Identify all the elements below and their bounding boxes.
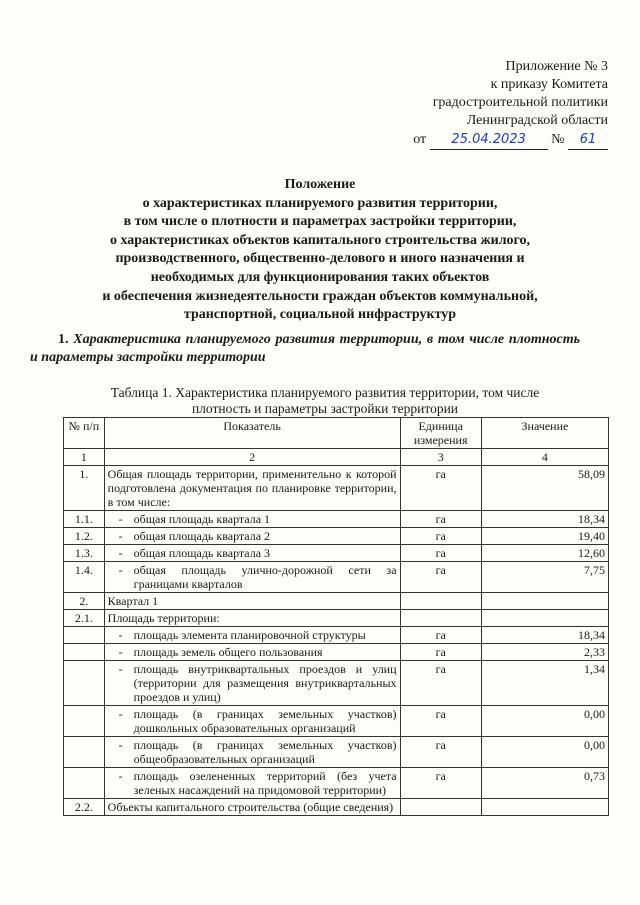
list-dash: - bbox=[118, 662, 123, 676]
row-indicator: площадь элемента планировочной структуры bbox=[133, 628, 366, 642]
list-dash: - bbox=[118, 628, 123, 642]
title-line: о характеристиках планируемого развития территории, bbox=[142, 195, 498, 211]
row-num: 1.1. bbox=[64, 511, 105, 528]
column-index: 3 bbox=[400, 449, 481, 466]
row-indicator: общая площадь улично-дорожной сети за границами кварталов bbox=[133, 563, 397, 591]
row-num: 1.2. bbox=[64, 528, 105, 545]
column-index: 1 bbox=[64, 449, 105, 466]
table-row bbox=[64, 562, 609, 593]
section-heading bbox=[30, 331, 580, 367]
table-row bbox=[64, 627, 609, 644]
region-name: Ленинградской области bbox=[466, 113, 608, 128]
row-indicator: общая площадь квартала 3 bbox=[133, 546, 271, 560]
order-date-line bbox=[413, 131, 608, 150]
row-num bbox=[64, 706, 105, 737]
row-num bbox=[64, 644, 105, 661]
row-indicator: общая площадь квартала 1 bbox=[133, 512, 271, 526]
header-num: № п/п bbox=[64, 418, 105, 449]
column-index-row bbox=[64, 449, 609, 466]
table-header-row bbox=[64, 418, 609, 449]
title-line: в том числе о плотности и параметрах застройки территории, bbox=[123, 214, 517, 230]
list-dash: - bbox=[118, 546, 123, 560]
committee-name: градостроительной политики bbox=[432, 95, 608, 110]
table-caption bbox=[80, 385, 570, 417]
header-value: Значение bbox=[481, 418, 608, 449]
row-value: 7,75 bbox=[481, 562, 608, 593]
row-indicator: площадь (в границах земельных участков) общеобразовательных организаций bbox=[133, 738, 397, 766]
row-unit: га bbox=[400, 661, 481, 706]
row-unit bbox=[400, 610, 481, 627]
row-value: 19,40 bbox=[481, 528, 608, 545]
order-number: 61 bbox=[568, 131, 608, 150]
table-row bbox=[64, 799, 609, 816]
row-indicator: Площадь территории: bbox=[104, 610, 400, 627]
table-row bbox=[64, 610, 609, 627]
table-row bbox=[64, 661, 609, 706]
table-row bbox=[64, 768, 609, 799]
row-num: 1.4. bbox=[64, 562, 105, 593]
title-line: и обеспечения жизнедеятельности граждан объектов коммунальной, bbox=[102, 288, 538, 304]
table-row bbox=[64, 466, 609, 511]
row-unit: га bbox=[400, 562, 481, 593]
row-num: 2. bbox=[64, 593, 105, 610]
row-unit: га bbox=[400, 528, 481, 545]
title-line: о характеристиках объектов капитального строительства жилого, bbox=[109, 232, 531, 248]
row-indicator: Общая площадь территории, применительно к которой подготовлена документация по планировке территории, в том числе: bbox=[104, 466, 400, 511]
header-unit: Единица измерения bbox=[400, 418, 481, 449]
list-dash: - bbox=[118, 563, 123, 577]
table-row bbox=[64, 511, 609, 528]
row-indicator: площадь (в границах земельных участков) дошкольных образовательных организаций bbox=[133, 707, 397, 735]
row-value: 58,09 bbox=[481, 466, 608, 511]
row-num bbox=[64, 627, 105, 644]
row-unit: га bbox=[400, 511, 481, 528]
row-num bbox=[64, 768, 105, 799]
table-row bbox=[64, 644, 609, 661]
section-number: 1. bbox=[58, 332, 69, 347]
list-dash: - bbox=[118, 769, 123, 783]
row-value: 18,34 bbox=[481, 511, 608, 528]
row-num: 2.2. bbox=[64, 799, 105, 816]
row-num: 1. bbox=[64, 466, 105, 511]
row-unit bbox=[400, 593, 481, 610]
table-row bbox=[64, 737, 609, 768]
appendix-header bbox=[413, 58, 608, 150]
date-prefix: от bbox=[413, 132, 427, 147]
row-value: 0,00 bbox=[481, 737, 608, 768]
list-dash: - bbox=[118, 645, 123, 659]
row-unit: га bbox=[400, 737, 481, 768]
table-row bbox=[64, 545, 609, 562]
row-indicator: общая площадь квартала 2 bbox=[133, 529, 271, 543]
row-value: 1,34 bbox=[481, 661, 608, 706]
list-dash: - bbox=[118, 512, 123, 526]
caption-line: плотность и параметры застройки территории bbox=[191, 401, 459, 416]
row-value: 2,33 bbox=[481, 644, 608, 661]
row-unit: га bbox=[400, 706, 481, 737]
row-indicator: площадь озелененных территорий (без учета зеленых насаждений на придомовой территории) bbox=[133, 769, 397, 797]
row-unit: га bbox=[400, 768, 481, 799]
row-unit: га bbox=[400, 627, 481, 644]
list-dash: - bbox=[118, 707, 123, 721]
list-dash: - bbox=[118, 529, 123, 543]
title-line: необходимых для функционирования таких объектов bbox=[150, 269, 490, 285]
row-indicator: Квартал 1 bbox=[104, 593, 400, 610]
row-value bbox=[481, 799, 608, 816]
appendix-number: Приложение № 3 bbox=[505, 59, 608, 74]
table-row bbox=[64, 593, 609, 610]
list-dash: - bbox=[118, 738, 123, 752]
row-value: 0,00 bbox=[481, 706, 608, 737]
number-prefix: № bbox=[551, 132, 565, 147]
order-date: 25.04.2023 bbox=[430, 131, 548, 150]
table-row bbox=[64, 706, 609, 737]
row-value: 0,73 bbox=[481, 768, 608, 799]
header-indicator: Показатель bbox=[104, 418, 400, 449]
title-line: транспортной, социальной инфраструктур bbox=[183, 307, 457, 323]
row-num bbox=[64, 737, 105, 768]
row-num: 2.1. bbox=[64, 610, 105, 627]
row-indicator: Объекты капитального строительства (общие сведения) bbox=[104, 799, 400, 816]
row-indicator: площадь земель общего пользования bbox=[133, 645, 323, 659]
order-reference: к приказу Комитета bbox=[490, 77, 608, 92]
row-unit: га bbox=[400, 644, 481, 661]
row-unit bbox=[400, 799, 481, 816]
row-num bbox=[64, 661, 105, 706]
row-value: 12,60 bbox=[481, 545, 608, 562]
row-num: 1.3. bbox=[64, 545, 105, 562]
document-title bbox=[40, 176, 600, 325]
column-index: 2 bbox=[104, 449, 400, 466]
title-line: Положение bbox=[284, 177, 356, 192]
characteristics-table bbox=[63, 417, 609, 816]
table-row bbox=[64, 528, 609, 545]
row-indicator: площадь внутриквартальных проездов и улиц (территории для размещения внутриквартальных проездов и улиц) bbox=[133, 662, 397, 704]
row-unit: га bbox=[400, 466, 481, 511]
row-value bbox=[481, 593, 608, 610]
title-line: производственного, общественно-делового и иного назначения и bbox=[115, 251, 525, 267]
caption-line: Таблица 1. Характеристика планируемого развития территории, том числе bbox=[110, 385, 540, 400]
section-text: Характеристика планируемого развития территории, в том числе плотность и параметры застройки территории bbox=[30, 332, 581, 365]
row-value: 18,34 bbox=[481, 627, 608, 644]
row-unit: га bbox=[400, 545, 481, 562]
column-index: 4 bbox=[481, 449, 608, 466]
row-value bbox=[481, 610, 608, 627]
